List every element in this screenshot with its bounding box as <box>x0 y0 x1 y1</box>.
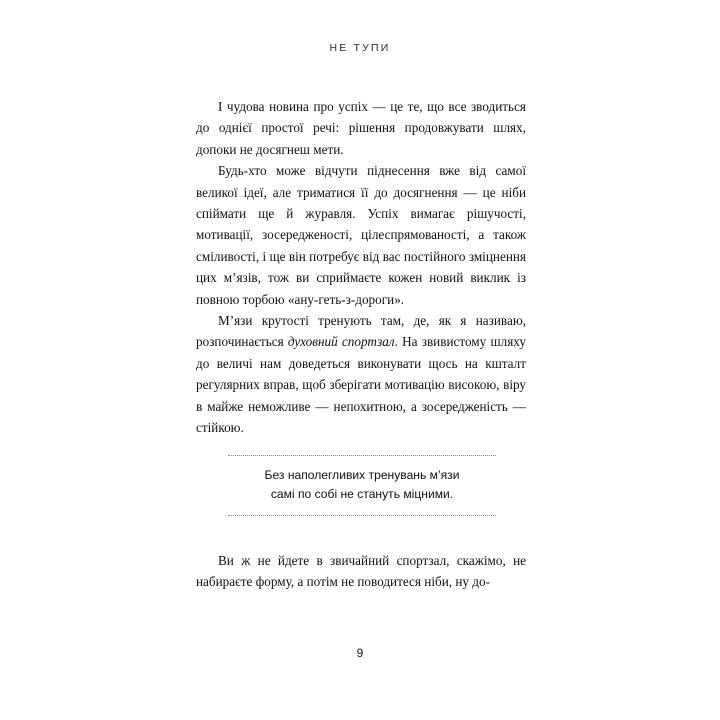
running-head: НЕ ТУПИ <box>329 42 391 54</box>
pullquote-line-2: самі по собі не стануть міцними. <box>270 487 454 501</box>
body-text-block-bottom <box>196 550 526 593</box>
body-text-block-top <box>196 96 526 439</box>
italic-term: духовний спортзал <box>287 334 395 350</box>
paragraph: І чудова новина про успіх — це те, що все зводиться до однієї простої речі: рішення продовжувати шлях, допоки не досягнеш мети. <box>196 99 526 157</box>
paragraph: Ви ж не йдете в звичайний спортзал, скажімо, не набираєте форму, а потім не поводитеся ніби, ну до- <box>196 553 526 590</box>
pullquote-line-1: Без наполегливих тренувань м’язи <box>264 468 460 482</box>
paragraph-with-italic-term <box>196 310 526 438</box>
page-number: 9 <box>356 646 364 660</box>
paragraph: Будь-хто може відчути піднесення вже від самої великої ідеї, але триматися її до досягнення — це ніби спіймати ще й журавля. Успіх вимагає рішучості, мотивації, зосередженості, цілеспрямованості, а також сміливості, і ще він потребує від вас постійного зміцнення цих м’язів, тож ви сприймаєте кожен новий виклик із повною торбою «ану-геть-з-дороги». <box>196 163 526 307</box>
pullquote-box <box>228 455 496 516</box>
paragraph-text-before: М’язи крутості тренують там, де, як я називаю, розпочинається <box>196 313 526 350</box>
paragraph-text-after: . На звивистому шляху до величі нам доведеться виконувати щось на кшталт регулярних вправ, щоб зберігати мотивацію високою, віру в майже неможливе — непохитною, а зосередженість — стійкою. <box>196 334 526 436</box>
